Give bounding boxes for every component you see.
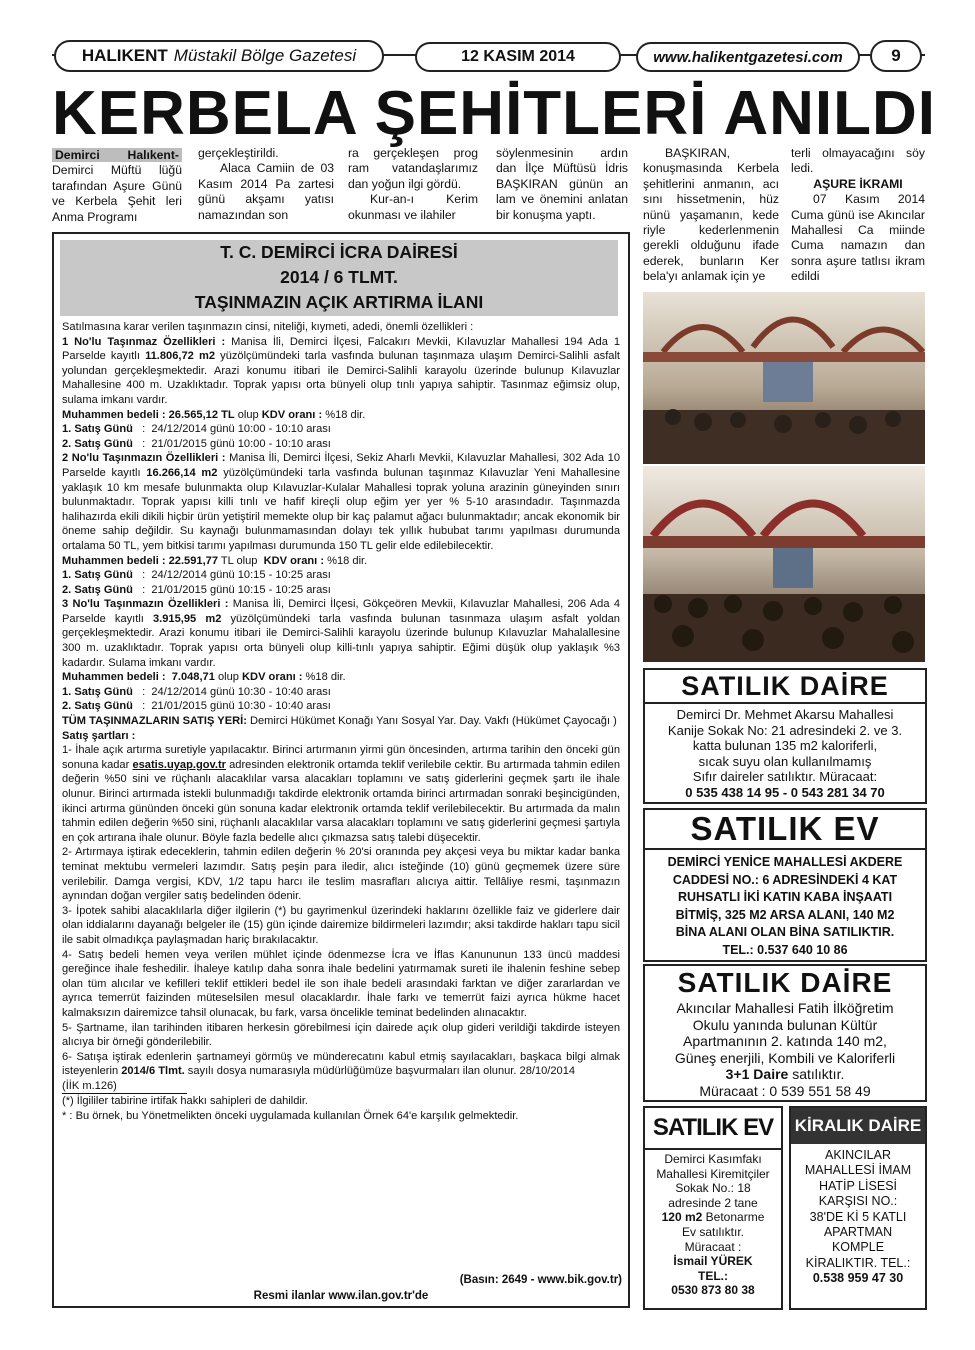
ad-5-line-2: MAHALLESİ İMAM xyxy=(804,1163,912,1178)
article-col-4 xyxy=(496,146,628,223)
ad-satilik-daire-2 xyxy=(643,964,927,1102)
property-3-price xyxy=(62,670,620,685)
property-1-price xyxy=(62,408,620,423)
ad-3-line-3: Apartmanının 2. katında 140 m2, xyxy=(683,1033,887,1049)
auction-title-line-1: T. C. DEMİRCİ İCRA DAİRESİ xyxy=(220,242,458,262)
property-2-text-b: yüzölçümündeki tarla vasfında bulunan taşınmaz Kılavuzlar Yeni Mahallesine yaklaşık 10 km mesafe bulunmakta olup Kılavuzlar-Kulalar Mahallesi toprak yoluna arazinin güneyinden sınırı bulunmaktadır. Toprak yapısı killi tınlı ve hafif kireçli olup eğim yer yer % 5-10 arasındadır. Taşınmazda halihazırda ekili dikili hiçbir ürün yetiştiril memekte olup bir kaç palamut ağacı bulunmaktadır; ancak ekonomik bir öneme sahip değildir. Su kaynağı bulunmamasından dolayı tek yıllık hububat tarımı yapılması durumunda ortalama 50 TL, yem bitkisi tarımı yapılması durumunda 150 TL gelir elde edilebilecektir. xyxy=(62,466,620,552)
property-1-area: 11.806,72 m2 xyxy=(145,350,215,363)
note-1: (*) İlgililer tabirine irtifak hakkı sahipleri de dahildir. xyxy=(62,1095,309,1108)
property-1-label: 1 No'lu Taşınmaz Özellikleri : xyxy=(62,335,226,348)
property-2-text-a: Manisa İli, Demirci İlçesi, Sekiz Aharlı Mevkii, Kılavuzlar Mahallesi, 302 Ada 10 Parselde kayıtlı xyxy=(62,452,621,479)
ad-5-line-3: HATİP LİSESİ xyxy=(818,1178,898,1193)
official-notices-line: Resmi ilanlar www.ilan.gov.tr'de xyxy=(253,1290,429,1302)
property-2-kdv-label: KDV oranı : xyxy=(263,554,325,567)
condition-1-text-a: 1- İhale açık artırma suretiyle yapılacaktır. Birinci artırmanın yirmi gün öncesinden, artırma tarihin den önceki gün sonuna kadar xyxy=(62,744,620,771)
article-col5-text: BAŞKIRAN, konuşmasında Kerbela şehitlerini anmanın, acı sını hissetmenin, hüz nünü yaşamanın, kede riyle kederlenmenin gerekli olduğunu ifade ederek, bunların Ker bela'yı anlamak için ye xyxy=(643,146,779,284)
ad-satilik-ev-2 xyxy=(643,1106,783,1310)
condition-5: 5- Şartname, ilan tarihinden itibaren herkesin görebilmesi için dairede açık olup gideri verildiği takdirde isteyen alıcıya bir örneği gönderilebilir. xyxy=(62,1021,620,1049)
sale-day-value: : 24/12/2014 günü 10:15 - 10:25 arası xyxy=(132,569,331,582)
sale-day-label: 2. Satış Günü xyxy=(62,583,133,596)
property-1-sale-2 xyxy=(62,437,620,452)
mosque-photo-2 xyxy=(643,466,925,662)
property-2-sale-2 xyxy=(62,583,620,598)
iik-reference-text: (İİK m.126) xyxy=(62,1079,187,1095)
website-link[interactable]: www.halikentgazetesi.com xyxy=(653,48,843,66)
ad-5-line-6: APARTMAN xyxy=(823,1225,893,1240)
property-2-price-mid: TL olup xyxy=(218,554,264,567)
ad-2-line-1: DEMİRCİ YENİCE MAHALLESİ AKDERE xyxy=(667,855,903,869)
property-1-kdv-label: KDV oranı : xyxy=(261,408,323,421)
ad-4-line-1: Demirci Kasımfakı xyxy=(664,1152,762,1166)
ad-5-line-1: AKINCILAR xyxy=(825,1148,891,1162)
ad-1-line-2: Kanije Sokak No: 21 adresindeki 2. ve 3. xyxy=(667,722,903,738)
sale-day-label: 2. Satış Günü xyxy=(62,700,133,713)
note-2: * : Bu örnek, bu Yönetmelikten önceki uygulamada kullanılan Örnek 64'e karşılık gelmektedir. xyxy=(62,1110,519,1123)
ad-1-title: SATILIK DAİRE xyxy=(645,670,925,704)
ad-3-line-5-rest: satılıktır. xyxy=(788,1066,845,1082)
header-brand-pill xyxy=(54,40,384,72)
header-website-pill xyxy=(636,42,860,72)
property-2-sale-1 xyxy=(62,568,620,583)
sale-location xyxy=(62,714,620,729)
ad-1-phone: 0 535 438 14 95 - 0 543 281 34 70 xyxy=(685,784,885,800)
article-col6-text-b: 07 Kasım 2014 Cuma günü ise Akıncılar Mahallesi Ca miinde Cuma namazın dan sonra aşure tatlısı ikram edildi xyxy=(791,192,925,284)
ad-3-line-2: Okulu yanında bulunan Kültür xyxy=(692,1016,878,1033)
header-date-pill xyxy=(415,42,621,72)
sale-day-value: : 21/01/2015 günü 10:30 - 10:40 arası xyxy=(132,700,331,713)
property-3-sale-2 xyxy=(62,699,620,714)
sale-location-label: TÜM TAŞINMAZLARIN SATIŞ YERİ: xyxy=(62,715,247,728)
article-col3-text-a: ra gerçekleşen prog ram vatandaşlarımız dan yoğun ilgi gördü. xyxy=(348,146,478,191)
mosque-photo-1-image xyxy=(643,292,925,464)
ad-4-line-4: adresinde 2 tane xyxy=(668,1195,758,1210)
property-3-area: 3.915,95 m2 xyxy=(153,612,222,625)
ad-4-contact-name: İsmail YÜREK xyxy=(673,1254,753,1269)
article-col2-text-b: Alaca Camiin de 03 Kasım 2014 Pa zartesi günü akşamı yatısı namazından son xyxy=(198,161,334,222)
article-col4-text: söylenmesinin ardın dan İlçe Müftüsü İdris BAŞKIRAN günün an lam ve önemini anlatan bir konuşma yaptı. xyxy=(496,146,628,222)
conditions-heading: Satış şartları : xyxy=(62,729,136,742)
property-3-kdv: %18 dir. xyxy=(302,671,346,684)
property-2-kdv: %18 dir. xyxy=(324,554,368,567)
property-1-kdv: %18 dir. xyxy=(322,408,366,421)
sale-day-value: : 21/01/2015 günü 10:00 - 10:10 arası xyxy=(132,437,331,450)
property-1-price-mid: olup xyxy=(234,408,262,421)
ad-2-line-5: BİNA ALANI OLAN BİNA SATILIKTIR. xyxy=(675,925,895,939)
ad-kiralik-daire xyxy=(789,1106,927,1310)
property-3-price-label: Muhammen bedeli : 7.048,71 xyxy=(62,671,215,684)
brand-name: HALIKENT xyxy=(81,46,168,65)
article-col6-subhead: AŞURE İKRAMI xyxy=(813,176,903,191)
sale-day-label: 1. Satış Günü xyxy=(62,569,133,582)
ad-3-rooms: 3+1 Daire xyxy=(725,1066,789,1082)
auction-notice xyxy=(52,232,630,1308)
ad-4-line-2: Mahallesi Kiremitçiler xyxy=(656,1166,770,1181)
ad-2-phone: TEL.: 0.537 640 10 86 xyxy=(722,942,848,957)
auction-intro: Satılmasına karar verilen taşınmazın cinsi, niteliği, kıymeti, adedi, önemli özellikleri : xyxy=(62,321,474,333)
condition-2: 2- Artırmaya iştirak edeceklerin, tahmin edilen değerin % 20'si oranında pey akçesi veya bu miktar kadar banka teminat mektubu vermeleri lazımdır. Satış peşin para iledir, alıcı isteğinde (10) günü geçmemek üzere süre verilebilir. Damga vergisi, KDV, 1/2 tapu harcı ile teslim masrafları alıcıya aittir. Tellâliye resmi, taşınmazın aynından doğan vergiler satış bedelinden ödenir. xyxy=(62,846,620,903)
ad-2-line-3: RUHSATLI İKİ KATIN KABA İNŞAATI xyxy=(677,890,893,904)
ad-2-title: SATILIK EV xyxy=(645,810,925,850)
article-col3-text-b: Kur-an-ı Kerim okunması ve ilahiler xyxy=(348,192,478,222)
ad-1-line-5: Sıfır daireler satılıktır. Müracaat: xyxy=(692,769,878,784)
sale-day-value: : 24/12/2014 günü 10:30 - 10:40 arası xyxy=(132,685,331,698)
article-col-5 xyxy=(643,146,779,285)
article-col6-text-a: terli olmayacağını söy ledi. xyxy=(791,146,925,176)
page-number-pill xyxy=(870,40,922,72)
property-2 xyxy=(62,451,620,553)
property-3-sale-1 xyxy=(62,685,620,700)
ad-4-line-7: Müracaat : xyxy=(684,1239,742,1254)
condition-6 xyxy=(62,1050,620,1079)
ad-satilik-daire-1 xyxy=(643,668,927,804)
ad-satilik-ev-1 xyxy=(643,808,927,962)
ad-4-line-6: Ev satılıktır. xyxy=(681,1224,744,1239)
condition-4: 4- Satış bedeli hemen veya verilen mühlet içinde ödenmezse İcra ve İflas Kanununun 133 üncü maddesi gereğince ihale feshedilir. İhaleye katılıp daha sonra ihale bedelini yatırmamak sureti ile ihalenin feshine sebep olan tüm alıcılar ve kefilleri teklif ettikleri bedel ile son ihale bedeli arasındaki farktan ve diğer zararlardan ve ayrıca temerrüt faizinden müteselsilen mesul olacaklardır. İhale farkı ve temerrüt faizi ayrıca hükme hacet kalmaksızın dairemizce tahsil olunacak, bu fark, varsa öncelikle teminat bedelinden alınacaktır. xyxy=(62,948,620,1019)
property-3-kdv-label: KDV oranı : xyxy=(242,671,303,684)
ad-4-phone: 0530 873 80 38 xyxy=(671,1283,755,1298)
article-col-2 xyxy=(198,146,334,223)
ad-1-line-3: katta bulunan 135 m2 kaloriferli, xyxy=(692,738,878,753)
issue-date: 12 KASIM 2014 xyxy=(461,48,575,65)
property-3-text-a: Manisa İli, Demirci İlçesi, Gökçeören Mevkii, Kılavuzlar Mahallesi, 206 Ada 4 Parselde kayıtlı xyxy=(62,598,621,625)
ad-1-line-4: sıcak suyu olan kullanılmamış xyxy=(698,753,872,769)
ad-4-tel-label: TEL.: xyxy=(698,1268,728,1283)
ad-5-line-8: KİRALIKTIR. TEL.: xyxy=(805,1255,911,1270)
property-1-text-b: yüzölçümündeki tarla vasfında bulunan taşınmaza ulaşım Demirci-Salihli asfalt yolundan gerçekleşmektedir. Arazi konumu itibari ile Demirci-Salihli karayolu üzerinde bulunup Kılavuzlar Mahallesine 400 m. Uzaklıktadır. Toprak yapısı orta bünyeli olup tınlı yapıya sahiptir. Tasınmaz eğimsiz olup, sulama imkanı vardır. xyxy=(62,350,620,406)
press-reference: (Basın: 2649 - www.bik.gov.tr) xyxy=(459,1274,622,1286)
ad-4-title: SATILIK EV xyxy=(645,1108,781,1150)
property-2-price xyxy=(62,554,620,569)
property-2-area: 16.266,14 m2 xyxy=(146,466,218,479)
article-col1-text: Demirci Müftü lüğü tarafından Aşure Günü ve Kerbela Şehit leri Anma Programı xyxy=(52,163,182,224)
ad-5-phone: 0.538 959 47 30 xyxy=(812,1271,904,1286)
iik-reference xyxy=(62,1079,620,1095)
sale-day-label: 1. Satış Günü xyxy=(62,423,133,436)
auction-notice-body xyxy=(62,320,620,1124)
article-col-3 xyxy=(348,146,478,223)
ad-2-line-2: CADDESİ NO.: 6 ADRESİNDEKİ 4 KAT xyxy=(672,872,898,887)
file-number: 2014/6 Tlmt. xyxy=(121,1065,185,1078)
property-3-label: 3 No'lu Taşınmazın Özellikleri : xyxy=(62,598,229,611)
condition-1 xyxy=(62,743,620,845)
property-1-text-a: Manisa İli, Demirci İlçesi, Falcakırı Mevkii, Kılavuzlar Mahallesi 194 Ada 1 Parselde kayıtlı xyxy=(62,335,620,363)
property-2-label: 2 No'lu Taşınmazın Özellikleri : xyxy=(62,452,226,465)
ad-5-title: KİRALIK DAİRE xyxy=(791,1108,925,1144)
property-1-price-label: Muhammen bedeli : 26.565,12 TL xyxy=(62,408,235,421)
ad-3-title: SATILIK DAİRE xyxy=(677,967,893,998)
ad-4-line-5 xyxy=(645,1210,781,1225)
article-kicker: Demirci Halıkent- xyxy=(52,148,182,162)
ad-5-line-5: 38'DE Kİ 5 KATLI xyxy=(809,1209,907,1224)
ad-4-line-3: Sokak No.: 18 xyxy=(675,1181,751,1196)
condition-1-text-b: adresinden elektronik ortamda teklif verilebile cektir. Bu artırmada tahmin edilen değerin %50 sini ve rüçhanlı alacaklılar varsa alacakları toplamını ve satış giderlerini geçmek şartı ile ihale olunur. Birinci artırmada istekli bulunmadığı takdirde elektronik ortamda birinci artırmadan sonraki beşincigünden, ikinci artırma gününden önceki gün sonuna kadar elektronik ortamda teklif verilebilecektir. Bu artırmada da malın tahmin edilen değerin %50 sini, rüçhanlı alacaklılar varsa alacakları toplamını ve satış giderlerini geçmesi şartıyla en çok artırana ihale olunur. Böyle fazla bedelle alıcı çıkmazsa satış talebi düşecektir. xyxy=(62,758,621,844)
sale-day-value: : 21/01/2015 günü 10:15 - 10:25 arası xyxy=(132,583,331,596)
auction-title-line-2: 2014 / 6 TLMT. xyxy=(280,267,398,287)
property-3 xyxy=(62,597,620,670)
ad-1-line-1: Demirci Dr. Mehmet Akarsu Mahallesi xyxy=(676,707,894,722)
ad-3-phone: Müracaat : 0 539 551 58 49 xyxy=(699,1082,871,1099)
auction-notice-title xyxy=(60,240,618,316)
condition-6-text-a: 6- Satışa iştirak edenlerin şartnameyi görmüş ve münderecatını kabul etmiş sayılacakları, başkaca bilgi almak isteyenlerin xyxy=(62,1050,620,1078)
headline: KERBELA ŞEHİTLERİ ANILDI xyxy=(52,79,936,148)
article-col2-text-a: gerçekleştirildi. xyxy=(198,146,279,160)
article-col-1 xyxy=(52,148,182,225)
mosque-photo-2-image xyxy=(643,466,925,662)
ad-2-line-4: BİTMİŞ, 325 M2 ARSA ALANI, 140 M2 xyxy=(675,907,895,922)
condition-3: 3- İpotek sahibi alacaklılarla diğer ilgilerin (*) bu gayrimenkul üzerindeki haklarını özellikle faiz ve giderlere dair olan iddialarını dayanağı belgeler ile (15) gün içinde dairemize bildirmeleri lazımdır; aksi takdirde hakları tapu sicil ile sabit olmadıkça paylaşmadan hariç bırakılacaktır. xyxy=(62,904,620,946)
ad-4-area: 120 m2 xyxy=(661,1210,703,1225)
ad-3-line-4: Güneş enerjili, Kombili ve Kaloriferli xyxy=(674,1049,896,1066)
property-2-price-label: Muhammen bedeli : 22.591,77 xyxy=(62,554,218,567)
property-3-price-mid: olup xyxy=(214,671,243,684)
ad-3-line-5 xyxy=(645,1066,925,1083)
article-col-6 xyxy=(791,146,925,285)
page-number: 9 xyxy=(891,46,901,65)
condition-6-text-b: sayılı dosya numarasıyla müdürlüğümüze başvurmaları ilan olunur. 28/10/2014 xyxy=(184,1065,576,1078)
brand-subtitle: Müstakil Bölge Gazetesi xyxy=(173,46,357,65)
property-3-text-b: yüzölçümündeki tarla vasfında bulunan tasınmaza ulaşım asfalt yoldan gerçekleşmektedir. Arazi konumu itibari ile Demirci-Salihli karayolu üzerinde bulunup Kılavuzlar Mahalallesine 300 m. uzaklıktadır. Toprak yapısı orta bünyeli olup killi-tınlı yapıya sahiptir. Eğimi düşük olup yaklaşık %3 kadardır. Sulama imkanı vardır. xyxy=(62,612,620,669)
sale-location-text: Demirci Hükümet Konağı Yanı Sosyal Yar. Day. Vakfı (Hükümet Çayocağı ) xyxy=(246,715,617,728)
ad-5-line-7: KOMPLE xyxy=(831,1240,885,1255)
auction-title-line-3: TAŞINMAZIN AÇIK ARTIRMA İLANI xyxy=(194,292,484,312)
property-1 xyxy=(62,335,620,408)
esatis-link[interactable]: esatis.uyap.gov.tr xyxy=(132,758,226,771)
mosque-photo-1 xyxy=(643,292,925,464)
sale-day-label: 2. Satış Günü xyxy=(62,437,133,450)
ad-4-line-5-rest: Betonarme xyxy=(702,1210,765,1225)
ad-5-line-4: KARŞISI NO.: xyxy=(818,1194,898,1209)
property-1-sale-1 xyxy=(62,422,620,437)
ad-3-line-1: Akıncılar Mahallesi Fatih İlköğretim xyxy=(676,1000,894,1016)
sale-day-value: : 24/12/2014 günü 10:00 - 10:10 arası xyxy=(132,423,331,436)
sale-day-label: 1. Satış Günü xyxy=(62,685,133,698)
